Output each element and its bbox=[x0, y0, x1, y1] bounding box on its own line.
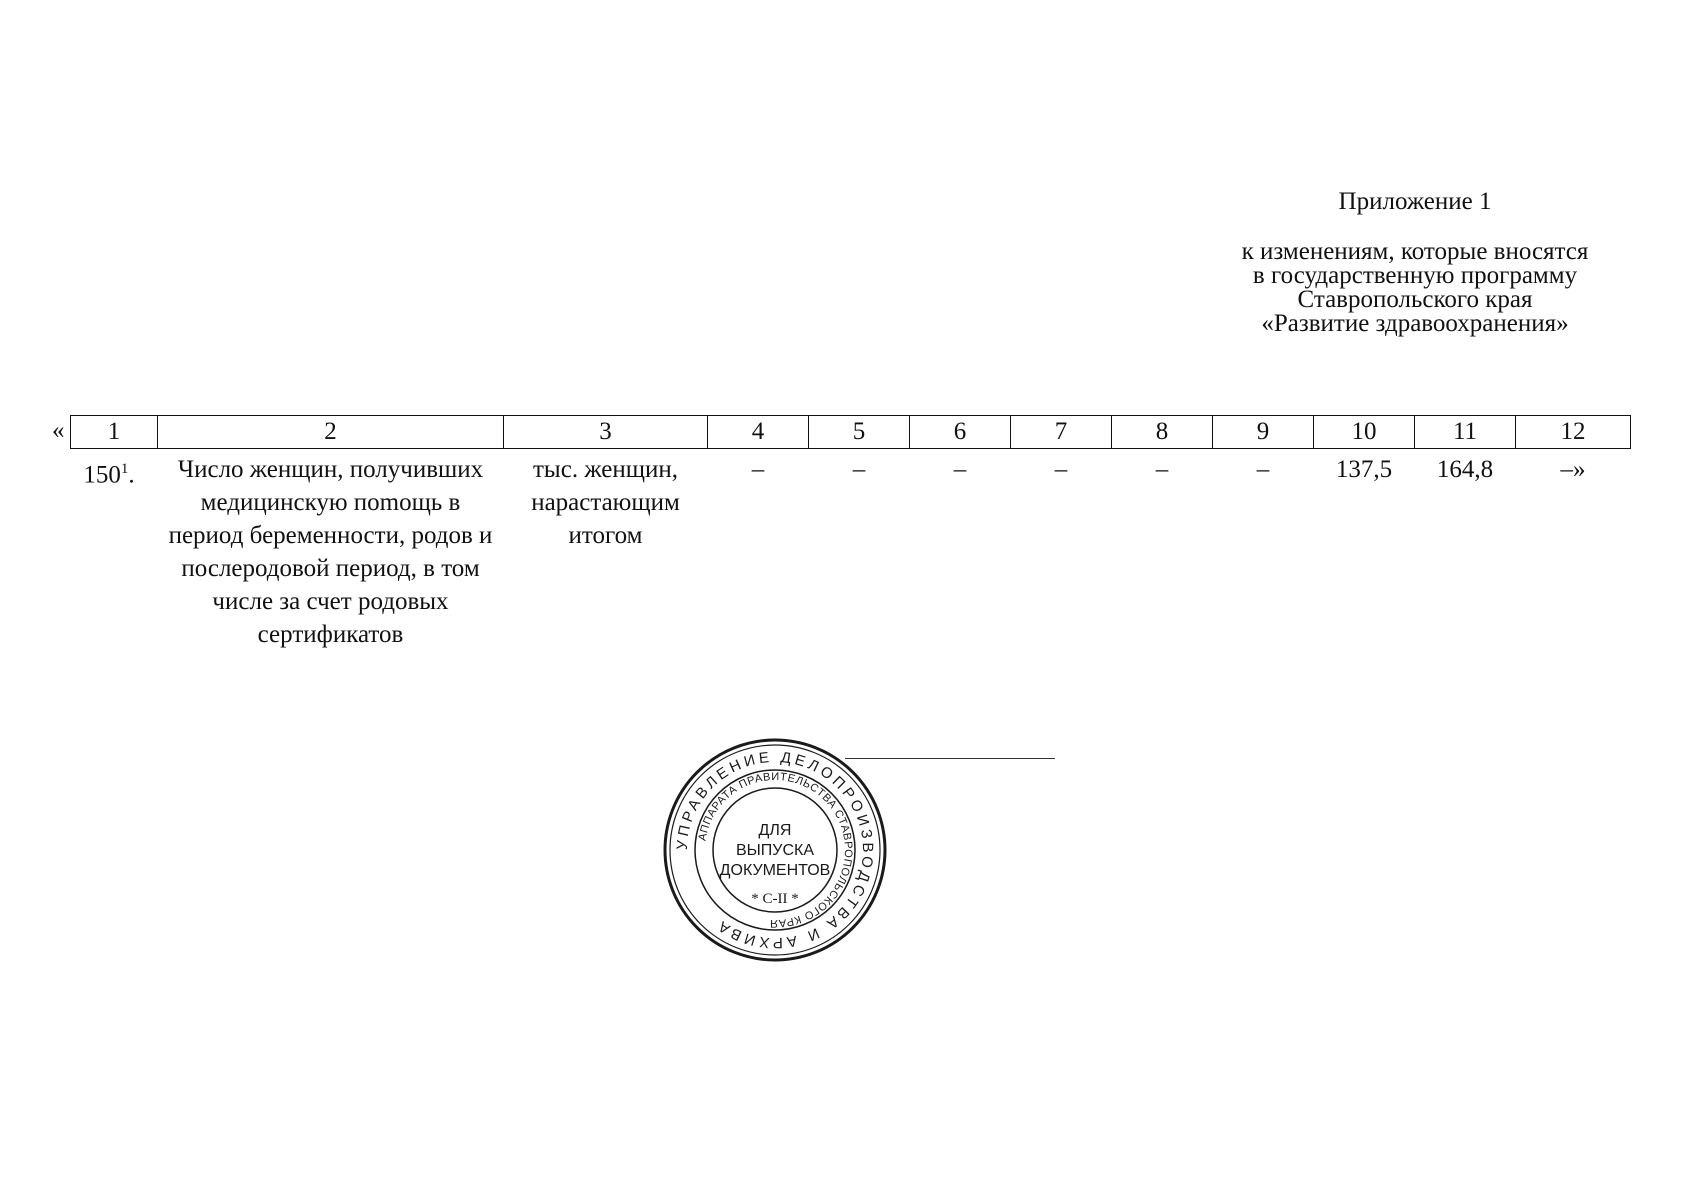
stamp-center-line-1: ДЛЯ bbox=[758, 822, 792, 839]
column-header-2: 2 bbox=[158, 416, 504, 449]
appendix-header bbox=[1175, 190, 1655, 336]
table-row bbox=[71, 449, 1631, 652]
stamp-center-line-3: ДОКУМЕНТОВ bbox=[719, 862, 831, 879]
column-header-11: 11 bbox=[1415, 416, 1516, 449]
indicator-name: Число женщин, получивших медицинскую поmощь в период беременности, родов и послеродовой период, в том числе за счет родовых сертификатов bbox=[168, 456, 493, 648]
column-header-4: 4 bbox=[708, 416, 809, 449]
table-open-quote: « bbox=[52, 417, 65, 444]
unit-of-measure: тыс. женщин, нарастающим итогом bbox=[531, 456, 680, 549]
column-header-12: 12 bbox=[1516, 416, 1631, 449]
indicator-table bbox=[70, 415, 1631, 651]
appendix-line-2: в государственную программу bbox=[1252, 262, 1578, 289]
stamp-code: * С-II * bbox=[751, 891, 799, 907]
office-seal-stamp bbox=[660, 735, 890, 965]
column-header-7: 7 bbox=[1011, 416, 1112, 449]
value-col-11: 164,8 bbox=[1436, 456, 1494, 483]
row-number-cell bbox=[71, 449, 158, 652]
value-col-5: – bbox=[852, 456, 866, 483]
value-col-7: – bbox=[1054, 456, 1068, 483]
row-number: 150 bbox=[83, 461, 121, 489]
column-header-8: 8 bbox=[1112, 416, 1213, 449]
appendix-line-4: «Развитие здравоохранения» bbox=[1261, 310, 1569, 337]
value-col-9: – bbox=[1256, 456, 1270, 483]
column-header-3: 3 bbox=[504, 416, 708, 449]
appendix-line-3: Ставропольского края bbox=[1297, 286, 1533, 313]
value-col-8: – bbox=[1155, 456, 1169, 483]
column-header-10: 10 bbox=[1314, 416, 1415, 449]
row-number-suffix: . bbox=[128, 461, 135, 489]
column-header-6: 6 bbox=[910, 416, 1011, 449]
column-header-9: 9 bbox=[1213, 416, 1314, 449]
column-header-5: 5 bbox=[809, 416, 910, 449]
stamp-inner-ring-text: АППАРАТА ПРАВИТЕЛЬСТВА СТАВРОПОЛЬСКОГО КРАЯ bbox=[696, 770, 855, 930]
stamp-center-line-2: ВЫПУСКА bbox=[735, 842, 815, 859]
stamp-outer-text: УПРАВЛЕНИЕ ДЕЛОПРОИЗВОДСТВА И АРХИВА bbox=[673, 748, 877, 952]
value-col-6: – bbox=[953, 456, 967, 483]
table-header-row bbox=[71, 416, 1631, 449]
column-header-1: 1 bbox=[71, 416, 158, 449]
appendix-line-1: к изменениям, которые вносятся bbox=[1241, 238, 1589, 265]
row-number-superscript: 1 bbox=[120, 461, 129, 477]
value-col-12: –» bbox=[1560, 456, 1586, 483]
value-col-10: 137,5 bbox=[1335, 456, 1393, 483]
appendix-title: Приложение 1 bbox=[1338, 188, 1492, 215]
value-col-4: – bbox=[751, 456, 765, 483]
